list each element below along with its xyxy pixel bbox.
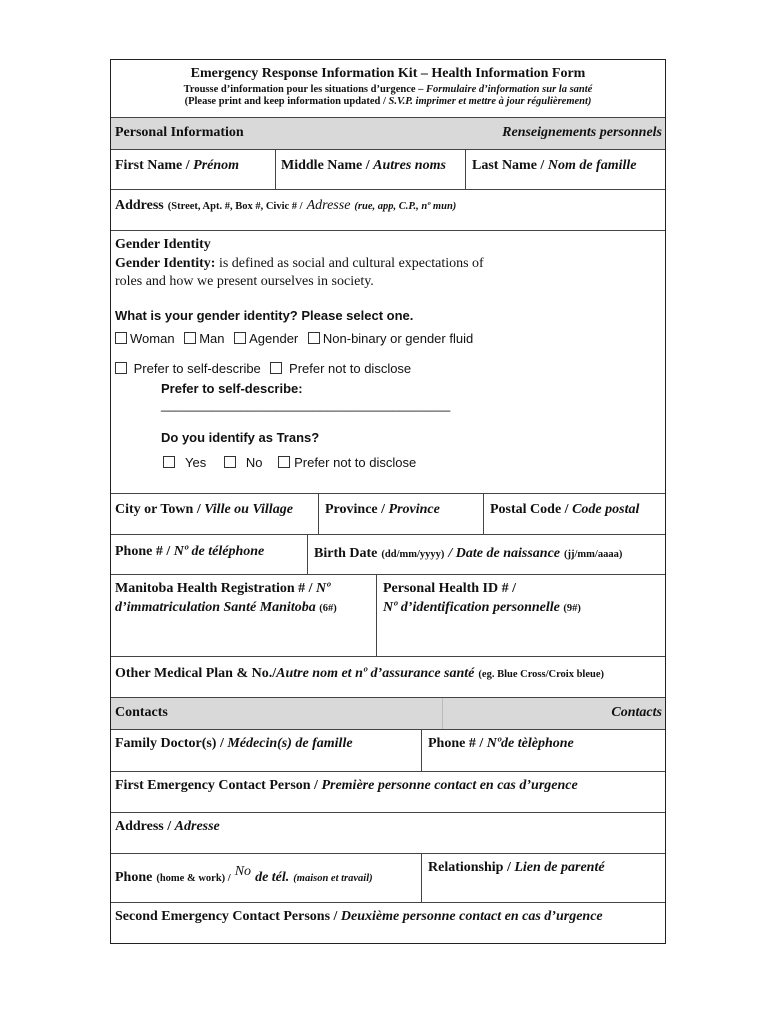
- birth-label-fr: / Date de naissance: [448, 546, 560, 561]
- phid-label-fr: Nº d’identification personnelle: [383, 600, 560, 615]
- doctor-label: Family Doctor(s) /: [115, 736, 224, 751]
- checkbox[interactable]: [278, 456, 290, 468]
- address-field[interactable]: [111, 190, 665, 231]
- contact-phone-detail-fr: (maison et travail): [293, 873, 373, 884]
- form-note: [111, 96, 665, 107]
- phone-birth-row: [111, 535, 665, 575]
- personal-info-heading: [111, 118, 665, 150]
- location-row: [111, 494, 665, 535]
- contact-phone-row: [111, 854, 665, 903]
- heading-divider: [442, 698, 443, 729]
- first-name-field[interactable]: [111, 150, 275, 189]
- checkbox[interactable]: [224, 456, 236, 468]
- form-title: Emergency Response Information Kit – Health Information Form: [190, 66, 586, 81]
- personal-health-id-field[interactable]: [376, 575, 665, 656]
- option-label: Agender: [249, 331, 299, 346]
- mb-reg-digits: (6#): [319, 603, 337, 614]
- family-doctor-field[interactable]: [111, 730, 421, 771]
- trans-no[interactable]: [224, 455, 263, 470]
- option-label: Prefer not to disclose: [294, 455, 417, 470]
- contact-phone-no: No: [234, 864, 252, 879]
- gender-question: What is your gender identity? Please select one.: [115, 308, 414, 323]
- last-name-label: Last Name /: [472, 158, 545, 173]
- doctor-phone-label: Phone # /: [428, 736, 484, 751]
- trans-question: Do you identify as Trans?: [161, 430, 320, 445]
- option-self-describe[interactable]: [115, 361, 261, 376]
- contact-address-label: Address /: [115, 819, 172, 834]
- doctor-label-fr: Médecin(s) de famille: [227, 736, 353, 751]
- second-contact-label-fr: Deuxième personne contact en cas d’urgence: [340, 909, 603, 924]
- mb-reg-label: Manitoba Health Registration # /: [115, 581, 313, 596]
- option-label: Man: [199, 331, 225, 346]
- checkbox[interactable]: [308, 332, 320, 344]
- contact-phone-label-fr: de tél.: [255, 870, 290, 885]
- address-detail-fr: (rue, app, C.P., nº mun): [354, 201, 457, 212]
- other-plan-example: (eg. Blue Cross/Croix bleue): [478, 669, 605, 680]
- first-contact-label-fr: Première personne contact en cas d’urgence: [321, 778, 578, 793]
- trans-options: [163, 455, 422, 470]
- province-label-fr: Province: [388, 502, 440, 517]
- last-name-label-fr: Nom de famille: [547, 158, 637, 173]
- mb-health-reg-field[interactable]: [111, 575, 376, 656]
- city-label-fr: Ville ou Village: [204, 502, 293, 517]
- address-label: Address: [115, 198, 164, 213]
- birth-label: Birth Date: [314, 546, 378, 561]
- trans-yes[interactable]: [163, 455, 206, 470]
- personal-heading-en: Personal Information: [115, 125, 244, 140]
- birth-format-fr: (jj/mm/aaaa): [564, 549, 623, 560]
- self-describe-line[interactable]: ________________________________________: [161, 397, 451, 412]
- option-agender[interactable]: [234, 331, 298, 346]
- option-woman[interactable]: [115, 331, 175, 346]
- province-label: Province /: [325, 502, 386, 517]
- second-contact-label: Second Emergency Contact Persons /: [115, 909, 338, 924]
- city-label: City or Town /: [115, 502, 201, 517]
- gender-options-row2: [115, 361, 417, 376]
- phone-label-fr: Nº de téléphone: [173, 544, 265, 559]
- gender-options-row1: [115, 331, 479, 346]
- contacts-heading-en: Contacts: [115, 705, 168, 720]
- birth-format: (dd/mm/yyyy): [381, 549, 445, 560]
- checkbox[interactable]: [234, 332, 246, 344]
- checkbox[interactable]: [270, 362, 282, 374]
- subtitle-en: Trousse d’information pour les situations d’urgence –: [183, 84, 424, 95]
- first-name-label: First Name /: [115, 158, 190, 173]
- middle-name-field[interactable]: [275, 150, 465, 189]
- option-label: Prefer not to disclose: [289, 361, 412, 376]
- checkbox[interactable]: [115, 332, 127, 344]
- option-non-binary[interactable]: [308, 331, 473, 346]
- second-emergency-contact-field[interactable]: [111, 903, 665, 943]
- other-plan-label: Other Medical Plan & No./: [115, 666, 277, 681]
- postal-label: Postal Code /: [490, 502, 569, 517]
- option-label: Non-binary or gender fluid: [322, 331, 474, 346]
- note-fr: S.V.P. imprimer et mettre à jour régulièrement): [388, 96, 592, 107]
- phone-field[interactable]: [111, 535, 307, 574]
- city-field[interactable]: [111, 494, 318, 534]
- gender-def-text2: roles and how we present ourselves in society.: [115, 274, 374, 289]
- option-label: No: [245, 455, 263, 470]
- phid-digits: (9#): [563, 603, 581, 614]
- contacts-heading-fr: Contacts: [611, 705, 662, 720]
- checkbox[interactable]: [184, 332, 196, 344]
- personal-heading-fr: Renseignements personnels: [502, 125, 662, 140]
- contacts-heading: [111, 698, 665, 730]
- relationship-label-fr: Lien de parenté: [514, 860, 605, 875]
- name-row: [111, 150, 665, 190]
- gender-definition: [115, 255, 555, 291]
- option-not-disclose[interactable]: [270, 361, 411, 376]
- last-name-field[interactable]: [465, 150, 665, 189]
- contact-phone-detail: (home & work) /: [156, 873, 231, 884]
- doctor-phone-label-fr: Nºde tèlèphone: [486, 736, 574, 751]
- trans-not-disclose[interactable]: [278, 455, 416, 470]
- form-subtitle: [111, 84, 665, 95]
- first-contact-label: First Emergency Contact Person /: [115, 778, 318, 793]
- relationship-label: Relationship /: [428, 860, 511, 875]
- option-label: Yes: [185, 455, 207, 470]
- birth-date-field[interactable]: [307, 535, 665, 574]
- first-emergency-contact-field[interactable]: [111, 772, 665, 813]
- contact-phone-label: Phone: [115, 870, 153, 885]
- mb-reg-no: Nº: [316, 581, 331, 596]
- checkbox[interactable]: [115, 362, 127, 374]
- mb-reg-label-fr: d’immatriculation Santé Manitoba: [115, 600, 316, 615]
- postal-label-fr: Code postal: [572, 502, 640, 517]
- province-field[interactable]: [318, 494, 483, 534]
- subtitle-fr: Formulaire d’information sur la santé: [426, 84, 593, 95]
- self-describe-label: Prefer to self-describe:: [161, 381, 303, 396]
- phone-label: Phone # /: [115, 544, 171, 559]
- phid-label: Personal Health ID # /: [383, 581, 516, 596]
- note-en: (Please print and keep information updated /: [184, 96, 386, 107]
- option-man[interactable]: [184, 331, 224, 346]
- gender-def-text: is defined as social and cultural expectations of: [218, 256, 484, 271]
- other-medical-plan-field[interactable]: [111, 657, 665, 698]
- family-doctor-row: [111, 730, 665, 772]
- option-label: Woman: [130, 331, 175, 346]
- postal-code-field[interactable]: [483, 494, 665, 534]
- middle-name-label: Middle Name /: [281, 158, 370, 173]
- address-detail: (Street, Apt. #, Box #, Civic # /: [167, 201, 303, 212]
- health-information-form: [110, 59, 666, 944]
- contact-phone-field[interactable]: [111, 854, 421, 902]
- contact-address-field[interactable]: [111, 813, 665, 854]
- form-header: [111, 60, 665, 118]
- address-label-fr: Adresse: [306, 198, 351, 213]
- first-name-label-fr: Prénom: [193, 158, 240, 173]
- option-label: Prefer to self-describe: [133, 361, 261, 376]
- other-plan-label-fr: Autre nom et nº d’assurance santé: [276, 666, 475, 681]
- relationship-field[interactable]: [421, 854, 665, 902]
- health-id-row: [111, 575, 665, 657]
- checkbox[interactable]: [163, 456, 175, 468]
- doctor-phone-field[interactable]: [421, 730, 665, 771]
- gender-def-label: Gender Identity:: [115, 256, 216, 271]
- contact-address-label-fr: Adresse: [174, 819, 220, 834]
- gender-identity-section: [111, 231, 665, 494]
- middle-name-label-fr: Autres noms: [373, 158, 446, 173]
- gender-heading: Gender Identity: [115, 237, 211, 252]
